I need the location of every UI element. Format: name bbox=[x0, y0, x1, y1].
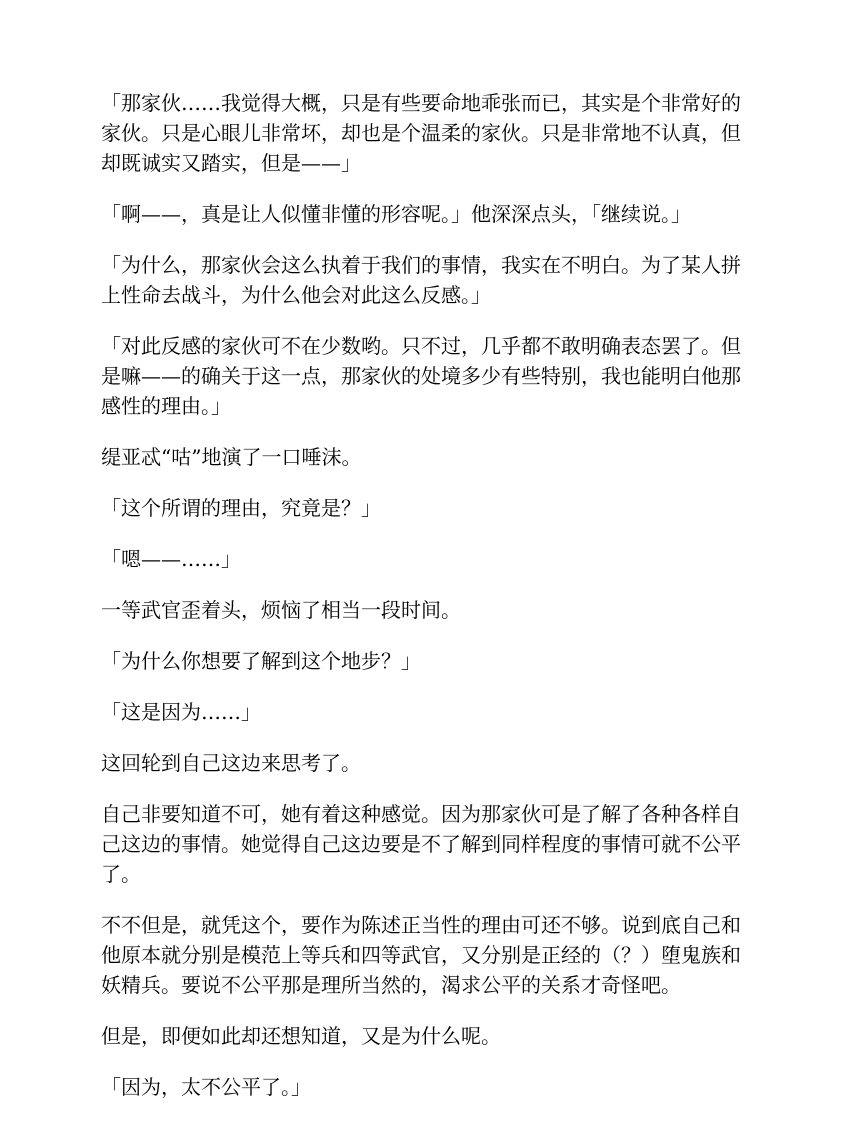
paragraph: 不不但是，就凭这个，要作为陈述正当性的理由可还不够。说到底自己和他原本就分别是模范上等兵和四等武官，又分别是正经的（？）堕鬼族和妖精兵。要说不公平那是理所当然的，渴求公平的关系才奇怪吧。 bbox=[101, 913, 741, 997]
paragraph: 「为什么，那家伙会这么执着于我们的事情，我实在不明白。为了某人拼上性命去战斗，为什么他会对此这么反感。」 bbox=[101, 253, 741, 307]
paragraph: 「这个所谓的理由，究竟是？」 bbox=[101, 496, 381, 520]
paragraph: 但是，即便如此却还想知道，又是为什么呢。 bbox=[101, 1024, 501, 1048]
body-text bbox=[101, 88, 753, 1123]
paragraph: 「因为，太不公平了。」 bbox=[101, 1075, 311, 1099]
paragraph: 「对此反感的家伙可不在少数哟。只不过，几乎都不敢明确表态罢了。但是嘛——的确关于这一点，那家伙的处境多少有些特别，我也能明白他那感性的理由。」 bbox=[101, 334, 741, 418]
paragraph: 「那家伙……我觉得大概，只是有些要命地乖张而已，其实是个非常好的家伙。只是心眼儿非常坏，却也是个温柔的家伙。只是非常地不认真，但却既诚实又踏实，但是——」 bbox=[101, 91, 741, 175]
paragraph: 一等武官歪着头，烦恼了相当一段时间。 bbox=[101, 598, 461, 622]
paragraph: 「啊——，真是让人似懂非懂的形容呢。」他深深点头，「继续说。」 bbox=[101, 202, 691, 226]
paragraph: 自己非要知道不可，她有着这种感觉。因为那家伙可是了解了各种各样自己这边的事情。她觉得自己这边要是不了解到同样程度的事情可就不公平了。 bbox=[101, 802, 741, 886]
paragraph: 这回轮到自己这边来思考了。 bbox=[101, 751, 361, 775]
paragraph: 「嗯——……」 bbox=[101, 547, 241, 571]
paragraph: 缇亚忒“咕”地演了一口唾沫。 bbox=[101, 445, 362, 469]
paragraph: 「为什么你想要了解到这个地步？」 bbox=[101, 649, 421, 673]
paragraph: 「这是因为……」 bbox=[101, 700, 261, 724]
